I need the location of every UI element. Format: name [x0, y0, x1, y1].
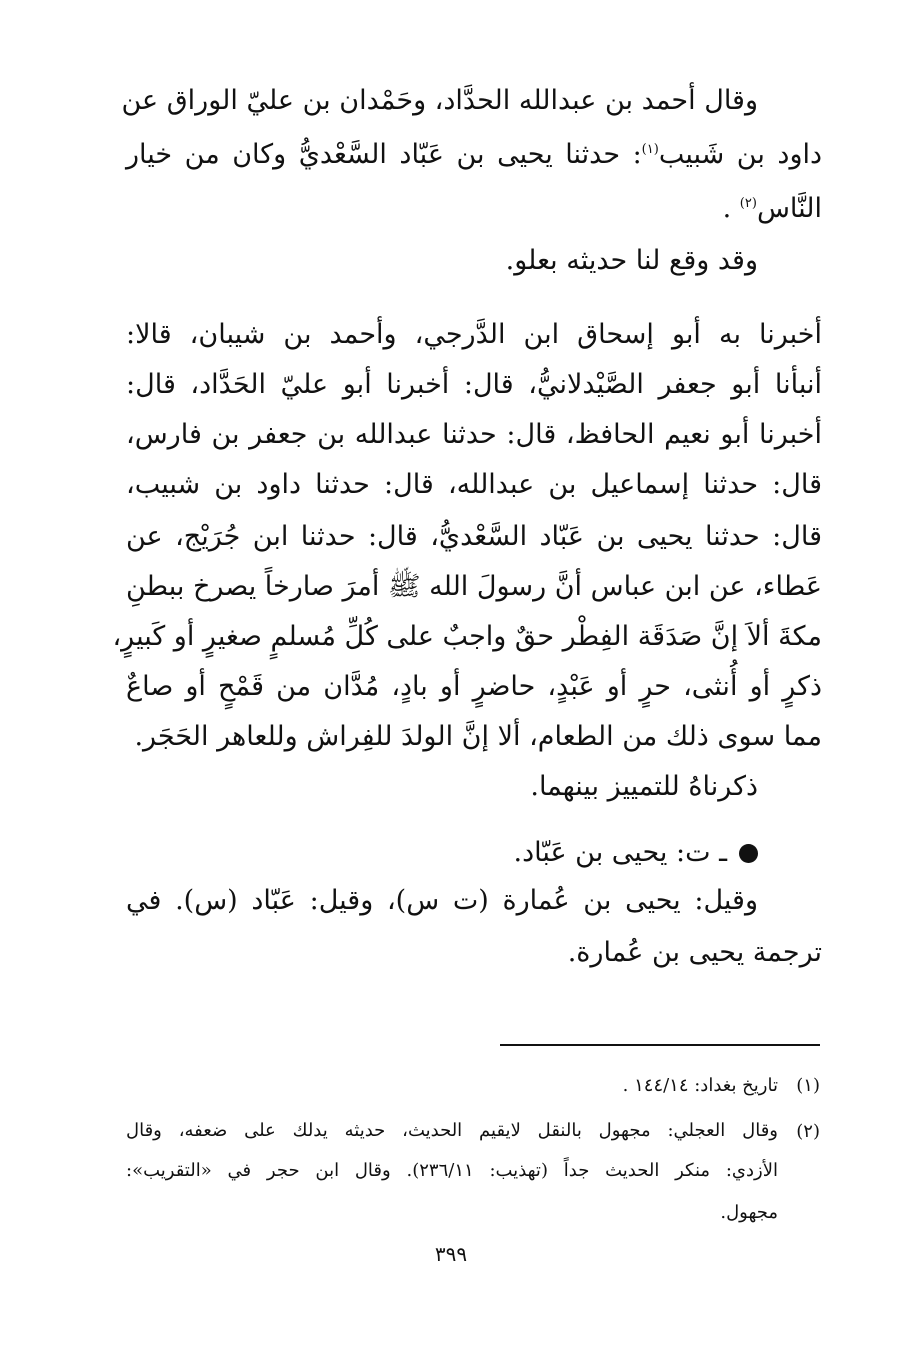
bullet-icon [739, 844, 758, 863]
footnote-2: (٢) [796, 1121, 820, 1142]
hadith-line: قال: حدثنا إسماعيل بن عبدالله، قال: حدثنا داود بن شبيب، [126, 469, 822, 500]
hadith-line: قال: حدثنا يحيى بن عَبّاد السَّعْديُّ، قال: حدثنا ابن جُرَيْج، عن [126, 521, 822, 552]
hadith-line: مما سوى ذلك من الطعام، ألا إنَّ الولدَ للفِراش وللعاهر الحَجَر. [134, 721, 822, 752]
text-line: داود بن شَبيب$^{(١)}$: حدثنا يحيى بن عَبّاد السَّعْديُّ وكان من خيار [126, 139, 823, 170]
text-line: النَّاس$^{(٢)}$ . [722, 193, 822, 224]
text-line: ذكرناهُ للتمييز بينهما. [530, 771, 758, 802]
text-line: وقد وقع لنا حديثه بعلو. [505, 245, 758, 276]
hadith-line: ذكرٍ أو أُنثى، حرٍ أو عَبْدٍ، حاضرٍ أو بادٍ، مُدَّان من قَمْحٍ أو صاعٌ [126, 671, 822, 702]
page-number: ٣٩٩ [434, 1242, 468, 1266]
footnote-line: وقال العجلي: مجهول بالنقل لايقيم الحديث، حديثه يدلك على ضعفه، وقال [126, 1120, 778, 1141]
text-line: ترجمة يحيى بن عُمارة. [567, 937, 822, 968]
footnote-1: (١)تاريخ بغداد: ١٤٤/١٤ . [622, 1075, 820, 1096]
footnote-marker: (٢) [739, 196, 757, 211]
footnote-marker: (١) [641, 142, 659, 157]
footnote-line: مجهول. [720, 1202, 778, 1223]
hadith-line: أنبأنا أبو جعفر الصَّيْدلانيُّ، قال: أخبرنا أبو عليّ الحَدَّاد، قال: [126, 369, 822, 400]
text-line: وقيل: يحيى بن عُمارة (ت س)، وقيل: عَبّاد (س). في [126, 885, 758, 916]
footnote-divider [500, 1044, 820, 1046]
hadith-line: مكةَ ألاَ إنَّ صَدَقَة الفِطْر حقٌ واجبٌ على كُلِّ مُسلمٍ صغيرٍ أو كَبيرٍ، [112, 621, 822, 652]
hadith-line: أخبرنا أبو نعيم الحافظ، قال: حدثنا عبدالله بن جعفر بن فارس، [126, 419, 822, 450]
hadith-line: عَطاء، عن ابن عباس أنَّ رسولَ الله ﷺ أمرَ صارخاً يصرخ ببطنِ [126, 571, 822, 602]
footnote-line: الأزدي: منكر الحديث جداً (تهذيب: ٢٣٦/١١). وقال ابن حجر في «التقريب»: [126, 1160, 778, 1181]
entry-heading: ـ ت: يحيى بن عَبّاد. [126, 836, 758, 870]
hadith-line: أخبرنا به أبو إسحاق ابن الدَّرجي، وأحمد بن شيبان، قالا: [126, 319, 822, 350]
text-line: وقال أحمد بن عبدالله الحدَّاد، وحَمْدان بن عليّ الوراق عن [121, 85, 758, 116]
